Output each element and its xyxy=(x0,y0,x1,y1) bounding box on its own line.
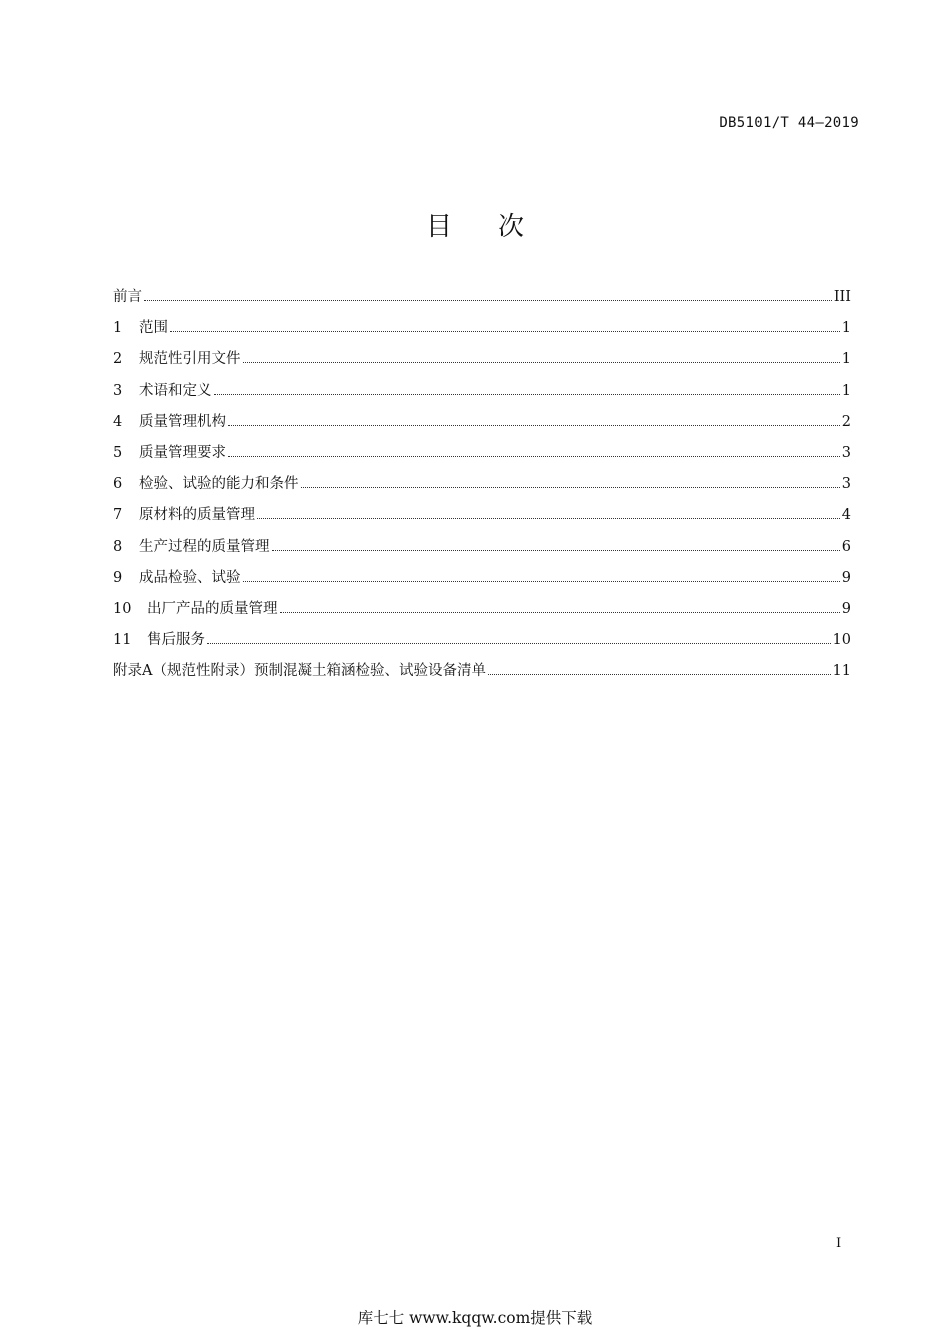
dot-leader xyxy=(488,673,831,675)
toc-entry-5[interactable] xyxy=(113,441,851,472)
dot-leader xyxy=(207,642,831,644)
toc-entry-8[interactable] xyxy=(113,535,851,566)
toc-entry-label: 生产过程的质量管理 xyxy=(139,538,270,555)
dot-leader xyxy=(257,517,840,519)
dot-leader xyxy=(170,330,840,332)
dot-leader xyxy=(214,393,840,395)
toc-entry-page: 9 xyxy=(841,569,851,586)
toc-entry-label: 原材料的质量管理 xyxy=(139,507,255,524)
page-title xyxy=(0,206,950,243)
toc-entry-label: 前言 xyxy=(113,289,142,305)
dot-leader xyxy=(144,299,832,301)
toc-entry-label: 出厂产品的质量管理 xyxy=(147,600,278,617)
dot-leader xyxy=(243,580,840,582)
toc-entry-label: 售后服务 xyxy=(147,632,205,649)
dot-leader xyxy=(301,486,840,488)
toc-entry-foreword[interactable] xyxy=(113,285,851,316)
toc-entry-number: 9 xyxy=(113,569,123,586)
toc-entry-number: 8 xyxy=(113,538,123,555)
toc-entry-label: 范围 xyxy=(139,320,168,337)
toc-entry-page: 2 xyxy=(841,413,851,430)
toc-entry-number: 3 xyxy=(113,382,123,399)
footer-download-notice: 库七七 www.kqqw.com提供下载 xyxy=(357,1309,593,1327)
toc-entry-page: 1 xyxy=(841,382,851,399)
toc-entry-page: 11 xyxy=(832,663,851,680)
dot-leader xyxy=(243,361,840,363)
toc-entry-number: 6 xyxy=(113,476,123,493)
toc-entry-page: 1 xyxy=(841,320,851,337)
toc-entry-page: 1 xyxy=(841,351,851,368)
toc-entry-4[interactable] xyxy=(113,410,851,441)
toc-entry-page: 6 xyxy=(841,538,851,555)
toc-entry-number: 2 xyxy=(113,351,123,368)
toc-entry-label: 质量管理机构 xyxy=(139,413,226,430)
toc-entry-label: 规范性引用文件 xyxy=(139,351,241,368)
toc-entry-page: 9 xyxy=(841,600,851,617)
dot-leader xyxy=(228,455,840,457)
toc-entry-9[interactable] xyxy=(113,566,851,597)
toc-entry-7[interactable] xyxy=(113,503,851,534)
toc-entry-page: III xyxy=(833,289,851,305)
toc-entry-label: 附录A（规范性附录）预制混凝土箱涵检验、试验设备清单 xyxy=(113,663,486,680)
toc-entry-number: 10 xyxy=(113,600,132,617)
toc-entry-page: 3 xyxy=(841,476,851,493)
page-number: I xyxy=(836,1236,842,1251)
toc-entry-1[interactable] xyxy=(113,316,851,347)
toc-entry-6[interactable] xyxy=(113,472,851,503)
toc-entry-number: 4 xyxy=(113,413,123,430)
dot-leader xyxy=(228,424,840,426)
dot-leader xyxy=(280,611,840,613)
toc-entry-11[interactable] xyxy=(113,628,851,659)
toc-entry-label: 质量管理要求 xyxy=(139,444,226,461)
toc-entry-10[interactable] xyxy=(113,597,851,628)
toc-entry-page: 4 xyxy=(841,507,851,524)
toc-entry-3[interactable] xyxy=(113,379,851,410)
toc-entry-number: 5 xyxy=(113,444,123,461)
toc-entry-appendix-a[interactable] xyxy=(113,659,851,690)
standard-code: DB5101/T 44—2019 xyxy=(719,115,859,131)
toc-entry-number: 11 xyxy=(113,632,132,649)
toc-entry-label: 术语和定义 xyxy=(139,382,212,399)
toc-entry-number: 1 xyxy=(113,320,123,337)
table-of-contents xyxy=(113,285,851,690)
toc-entry-page: 3 xyxy=(841,444,851,461)
toc-entry-page: 10 xyxy=(832,632,851,649)
title-part-1: 目 xyxy=(425,212,452,242)
dot-leader xyxy=(272,549,840,551)
toc-entry-2[interactable] xyxy=(113,347,851,378)
toc-entry-label: 检验、试验的能力和条件 xyxy=(139,476,299,493)
toc-entry-label: 成品检验、试验 xyxy=(139,569,241,586)
toc-entry-number: 7 xyxy=(113,507,123,524)
title-part-2: 次 xyxy=(498,212,525,242)
